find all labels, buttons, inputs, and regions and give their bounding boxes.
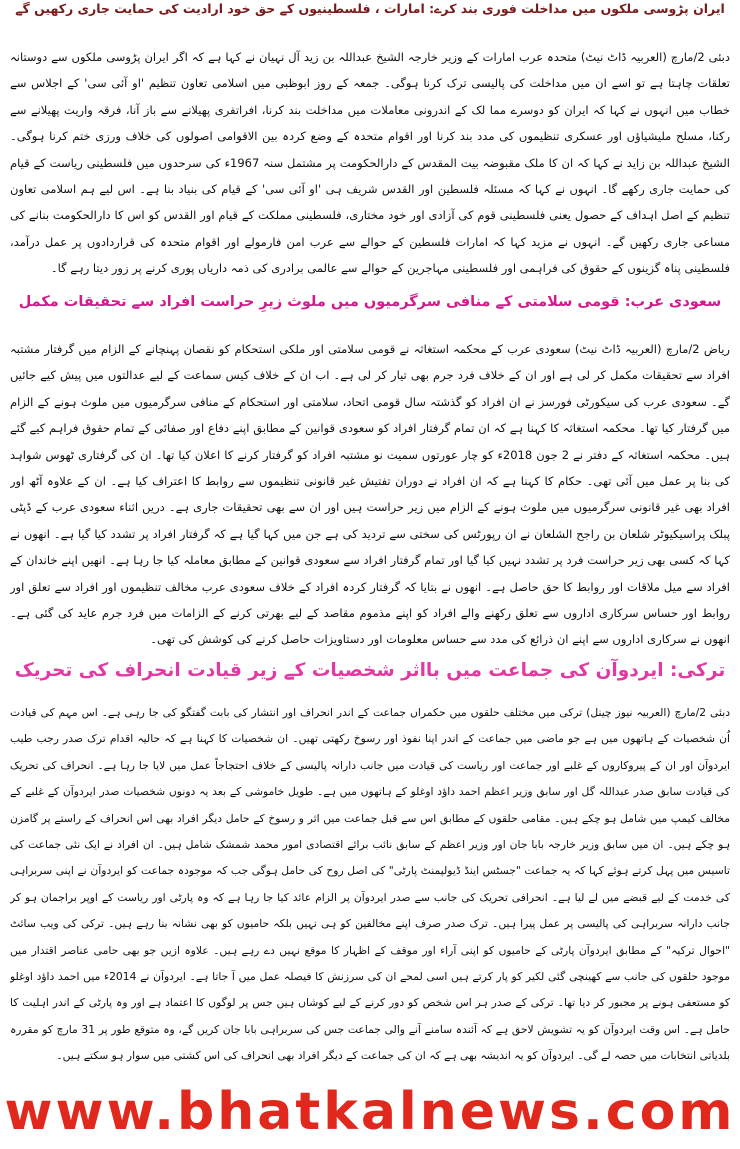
article-3-headline: ترکی: ایردوآن کی جماعت میں بااثر شخصیات کے زیر قیادت انحراف کی تحریک: [14, 660, 726, 681]
site-footer-url: www.bhatkalnews.com: [4, 1082, 736, 1142]
article-2-body: ریاض 2/مارچ (العربیہ ڈاٹ نیٹ) سعودی عرب کے محکمہ استغاثہ نے قومی سلامتی اور ملکی استحکام کو نقصان پہنچانے کے الزام میں گرفتار مشتبہ افراد سے تحقیقات مکمل کر لی ہے اور ان کے خلاف فرد جرم بھی تیار کر لی ہے۔ اب ان کے خلاف کیس سماعت کے لیے عدالتوں میں پیش کیے جائیں گے۔ سعودی عرب کی سیکورٹی فورسز نے ان افراد کو گذشتہ سال قومی اتحاد، سلامتی اور استحکام کے منافی سرگرمیوں میں ملوث ہونے کے الزام میں گرفتار کیا تھا۔ محکمہ استغاثہ کا کہنا ہے کہ ان تمام گرفتار افراد کو سعودی قوانین کے مطابق اپنے دفاع اور صفائی کے تمام حقوق فراہم کیے گئے ہیں۔ محکمہ استغاثہ کے دفتر نے 2 جون 2018ء کو چار عورتوں سمیت نو مشتبہ افراد کو گرفتار کرنے کا اعلان کیا تھا۔ ان کی گرفتاری ٹھوس شواہد کی بنا پر عمل میں آئی تھی۔ حکام کا کہنا ہے کہ ان افراد نے دوران تفتیش غیر قانونی تنظیموں سے روابط کا اعتراف کیا ہے۔ ان کے علاوہ آٹھ اور افراد بھی غیر قانونی سرگرمیوں میں ملوث ہونے کے الزام میں زیر حراست ہیں اور ان سے بھی تحقیقات جاری ہے۔ دریں اثناء سعودی عرب کے ڈپٹی پبلک پراسیکیوٹر شلعان بن راجح الشلعان نے ان رپورٹس کی سختی سے تردید کی ہے جن میں کہا گیا ہے کہ گرفتار افراد پر تشدد کیا گیا ہے۔ انھوں نے کہا کہ کسی بھی زیر حراست فرد پر تشدد نہیں کیا گیا اور تمام گرفتار افراد سے سعودی قوانین کے مطابق معاملہ کیا جا رہا ہے۔ انھیں اپنے خاندان کے افراد سے میل ملاقات اور روابط کا حق حاصل ہے۔ انھوں نے بتایا کہ گرفتار کردہ افراد کے خلاف سعودی عرب مخالف تنظیموں اور افراد سے تعلق اور روابط اور حساس سرکاری اداروں سے تعلق رکھنے والے افراد کو اپنے مذموم مقاصد کے لیے بھرتی کرنے کے الزامات میں فرد جرم عاید کی گئی ہے۔ انھوں نے سرکاری اداروں سے اپنے ان ذرائع کی مدد سے حساس معلومات اور دستاویزات حاصل کرنے کی کوشش کی تھی۔: [10, 342, 730, 647]
article-1-body: دبئی 2/مارچ (العربیہ ڈاٹ نیٹ) متحدہ عرب امارات کے وزیر خارجہ الشیخ عبداللہ بن زید آل نہیان نے کہا ہے کہ اگر ایران پڑوسی ملکوں سے دوستانہ تعلقات چاہتا ہے تو اسے ان میں مداخلت کی پالیسی ترک کرنا ہوگی۔ جمعہ کے روز ابوظبی میں اسلامی تعاون تنظیم 'او آئی سی' کے اجلاس سے خطاب میں انہوں نے کہا کہ ایران کو دوسرے مما لک کے اندرونی معاملات میں مداخلت بند کرنا، افراتفری پھیلانے سے باز آنا، فرقہ واریت پھیلانے سے رکنا، مسلح ملیشیاؤں اور عسکری تنظیموں کی مدد بند کرنا اور اقوام متحدہ کے وضع کردہ بین الاقوامی اصولوں کی خلاف ورزی ختم کرنا ہوگی۔ الشیخ عبداللہ بن زاید نے کہا کہ ان کا ملک مقبوضہ بیت المقدس کے دارالحکومت پر مشتمل سنہ 1967ء کی سرحدوں میں فلسطینی ریاست کے قیام کی حمایت جاری رکھے گا۔ انہوں نے کہا کہ مسئلہ فلسطین اور القدس شریف ہی 'او آئی سی' کے قیام کی بنیاد بنا ہے۔ اس لیے ہم اسلامی تعاون تنظیم کے اصل اہداف کے حصول یعنی فلسطینی قوم کی آزادی اور خود مختاری، فلسطینی مملکت کے قیام اور القدس کو اس کا دارالحکومت بنانے کی مساعی جاری رکھیں گے۔ انہوں نے مزید کہا کہ امارات فلسطین کے حوالے سے عرب امن فارمولے اور اقوام متحدہ کی قراردادوں پر عمل درآمد، فلسطینی پناہ گزینوں کے حقوق کی فراہمی اور فلسطینی مہاجرین کے حوالے سے عالمی برادری کی ذمہ داریاں پوری کرنے پر زور دیتا رہے گا۔: [10, 50, 730, 276]
article-3-body: دبئی 2/مارچ (العربیہ نیوز چینل) ترکی میں مختلف حلقوں میں حکمراں جماعت کے اندر انحراف اور انتشار کی بابت گفتگو کی جا رہی ہے۔ اس مہم کی قیادت اُن شخصیات کے ہاتھوں میں ہے جو ماضی میں جماعت کے اندر اپنا نفوذ اور رسوخ رکھتی تھیں۔ ان شخصیات کا کہنا ہے کہ حالیہ اقدام ترک صدر رجب طیب ایردوآن اور ان کے پیروکاروں کے غلبے اور جماعت اور ریاست کی قیادت میں جانب دارانہ پالیسی کے خلاف احتجاجاً عمل میں لایا جا رہا ہے۔ انحراف کی تحریک کی قیادت سابق صدر عبداللہ گل اور سابق وزیر اعظم احمد داؤد اوغلو کے ہاتھوں میں ہے۔ طویل خاموشی کے بعد یہ دونوں شخصیات صدر ایردوآن کے غلبے کے مخالف کیمپ میں شامل ہو چکے ہیں۔ مقامی حلقوں کے مطابق اس سے قبل جماعت میں اثر و رسوخ کے حامل دیگر افراد بھی اس انحراف کے راستے پر گامزن ہو چکے ہیں۔ ان میں سابق وزیر خارجہ بابا جان اور وزیر اعظم کے سابق نائب برائے اقتصادی امور محمد شمشک شامل ہیں۔ ان افراد نے ایک نئی جماعت کی تاسیس میں پہل کرتے ہوئے کہا کہ یہ جماعت "جسٹس اینڈ ڈیولپمنٹ پارٹی" کی اصل روح کی حامل ہوگی جب کہ موجودہ جماعت کو ایردوآن نے اپنی سربراہی کی خدمت کے لیے قبضے میں لے لیا ہے۔ انحرافی تحریک کی جانب سے صدر ایردوآن پر الزام عائد کیا جا رہا ہے کہ وہ پارٹی اور ریاست کے اوپر براجمان ہو کر جانب دارانہ سربراہی کی پالیسی پر عمل پیرا ہیں۔ ترک صدر صرف اپنے مخالفین کو ہی نہیں بلکہ حامیوں کو بھی نشانہ بنا رہے ہیں۔ ترکی کی ویب سائٹ "احوال ترکیہ" کے مطابق ایردوآن پارٹی کے حامیوں کو اپنی آراء اور موقف کے اظہار کا موقع نہیں دے رہے ہیں۔ علاوہ ازیں جو بھی حامی عناصر اقتدار میں موجود حلقوں کی جانب سے کھینچی گئی لکیر کو پار کرتے ہیں اسی لمحے ان کی سرزنش کا فیصلہ عمل میں آ جاتا ہے۔ ایردوآن نے 2014ء میں احمد داؤد اوغلو کو مستعفی ہونے پر مجبور کر دیا تھا۔ ترکی کے صدر ہر اس شخص کو دور کرنے کے لیے کوشاں ہیں جس پر لوگوں کا اعتماد ہے اور وہ پارٹی کے اندر اہلیت کا حامل ہے۔ اس وقت ایردوآن کو یہ تشویش لاحق ہے کہ آئندہ سامنے آنے والی جماعت جس کی سربراہی بابا جان کریں گے، وہ متوقع طور پر 31 مارچ کو مقررہ بلدیاتی انتخابات میں حصہ لے گی۔ ایردوآن کو یہ اندیشہ بھی ہے کہ ان کی جماعت کے دیگر افراد بھی انحراف کی اس کشتی میں سوار ہو سکتے ہیں۔: [10, 706, 730, 1063]
article-1-headline: ایران پڑوسی ملکوں میں مداخلت فوری بند کرے: امارات ، فلسطینیوں کے حق خود ارادیت کی حمایت جاری رکھیں گے: [15, 1, 725, 16]
article-2-headline: سعودی عرب: قومی سلامتی کے منافی سرگرمیوں میں ملوث زیرِ حراست افراد سے تحقیقات مکمل: [18, 294, 722, 310]
